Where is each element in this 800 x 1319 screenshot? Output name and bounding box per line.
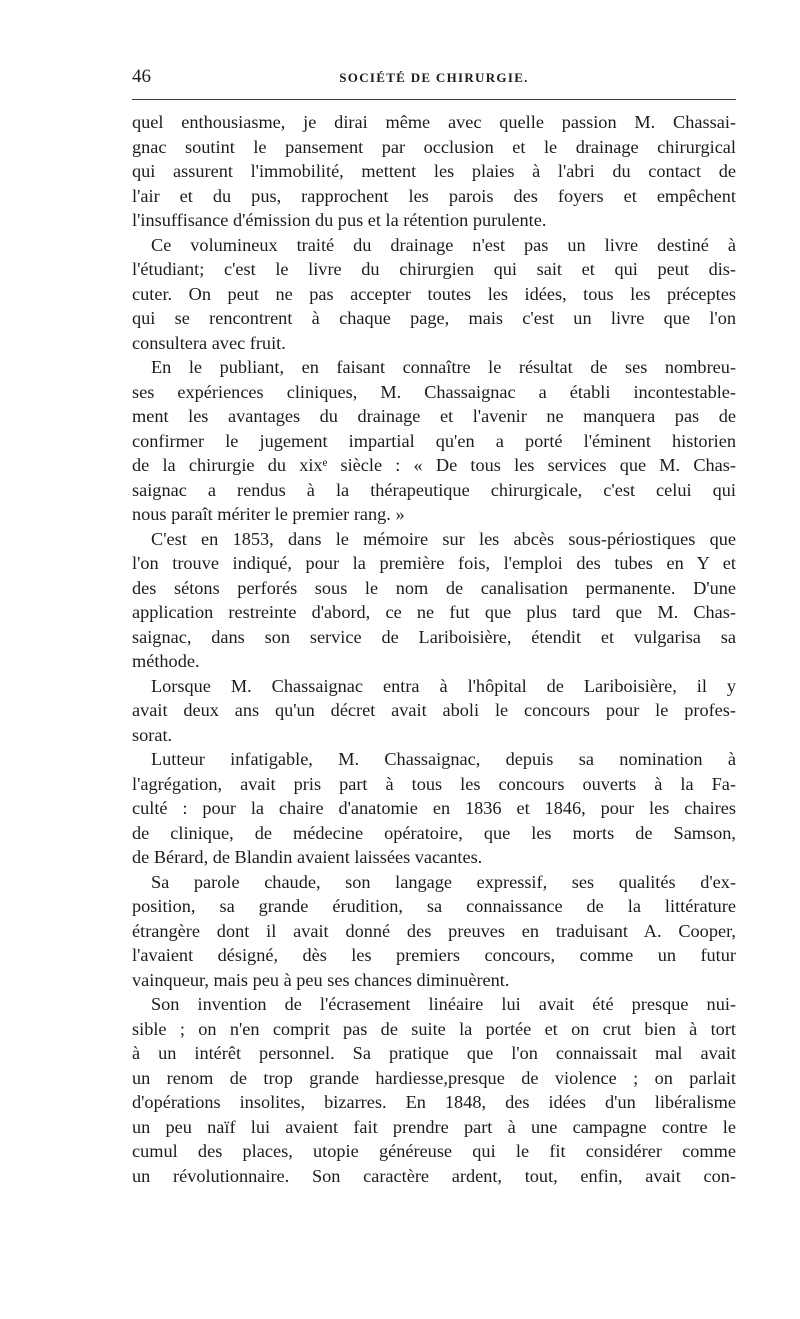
text-line: l'insuffisance d'émission du pus et la rétention purulente.	[132, 210, 547, 230]
paragraph	[132, 870, 736, 993]
text-line: cumul des places, utopie généreuse qui le fit considérer comme	[132, 1141, 736, 1161]
text-line: l'avaient désigné, dès les premiers concours, comme un futur	[132, 945, 736, 965]
header-rule	[132, 99, 736, 100]
paragraph	[132, 233, 736, 356]
text-line: saignac, dans son service de Lariboisière, étendit et vulgarisa sa	[132, 626, 736, 647]
text-line: à un intérêt personnel. Sa pratique que l'on connaissait mal avait	[132, 1043, 736, 1063]
text-line: quel enthousiasme, je dirai même avec quelle passion M. Chassai-	[132, 112, 736, 132]
text-line: qui assurent l'immobilité, mettent les plaies à l'abri du contact de	[132, 161, 736, 181]
text-line: Sa parole chaude, son langage expressif, ses qualités d'ex-	[151, 871, 736, 892]
paragraph	[132, 527, 736, 674]
text-line: l'agrégation, avait pris part à tous les concours ouverts à la Fa-	[132, 773, 736, 794]
text-line: confirmer le jugement impartial qu'en a porté l'éminent historien	[132, 430, 736, 451]
text-line: Lutteur infatigable, M. Chassaignac, depuis sa nomination à	[151, 749, 736, 769]
text-line: l'étudiant; c'est le livre du chirurgien qui sait et qui peut dis-	[132, 259, 736, 279]
paragraph	[132, 992, 736, 1188]
text-line: de la chirurgie du xixᵉ siècle : « De tous les services que M. Chas-	[132, 455, 736, 475]
running-head: SOCIÉTÉ DE CHIRURGIE.	[339, 70, 529, 85]
text-line: vainqueur, mais peu à peu ses chances diminuèrent.	[132, 969, 510, 990]
page-header	[132, 64, 736, 90]
text-line: C'est en 1853, dans le mémoire sur les abcès sous-périostiques que	[151, 528, 736, 549]
paragraph	[132, 747, 736, 870]
text-line: l'air et du pus, rapprochent les parois des foyers et empêchent	[132, 185, 736, 206]
page-number: 46	[132, 66, 151, 87]
paragraph	[132, 674, 736, 748]
text-line: saignac a rendus à la thérapeutique chirurgicale, c'est celui qui	[132, 479, 736, 500]
text-line: En le publiant, en faisant connaître le résultat de ses nombreu-	[151, 357, 736, 377]
text-line: application restreinte d'abord, ce ne fut que plus tard que M. Chas-	[132, 602, 736, 622]
text-line: nous paraît mériter le premier rang. »	[132, 504, 405, 524]
text-line: cuter. On peut ne pas accepter toutes les idées, tous les préceptes	[132, 283, 736, 304]
text-line: position, sa grande érudition, sa connaissance de la littérature	[132, 896, 736, 916]
text-line: qui se rencontrent à chaque page, mais c'est un livre que l'on	[132, 308, 736, 328]
text-line: gnac soutint le pansement par occlusion et le drainage chirurgical	[132, 136, 736, 157]
text-line: Son invention de l'écrasement linéaire lui avait été presque nui-	[151, 994, 736, 1014]
text-line: sorat.	[132, 724, 173, 745]
text-line: ment les avantages du drainage et l'avenir ne manquera pas de	[132, 406, 736, 426]
text-line: d'opérations insolites, bizarres. En 1848, des idées d'un libéralisme	[132, 1092, 736, 1112]
text-line: Ce volumineux traité du drainage n'est pas un livre destiné à	[151, 234, 736, 255]
text-line: étrangère dont il avait donné des preuves en traduisant A. Cooper,	[132, 920, 736, 941]
text-line: l'on trouve indiqué, pour la première fois, l'emploi des tubes en Y et	[132, 553, 736, 573]
text-line: avait deux ans qu'un décret avait aboli le concours pour le profes-	[132, 700, 736, 720]
text-line: sible ; on n'en comprit pas de suite la portée et on crut bien à tort	[132, 1018, 736, 1039]
text-line: de Bérard, de Blandin avaient laissées vacantes.	[132, 847, 483, 867]
text-line: des sétons perforés sous le nom de canalisation permanente. D'une	[132, 577, 736, 598]
paragraph	[132, 110, 736, 233]
text-line: un révolutionnaire. Son caractère ardent, tout, enfin, avait con-	[132, 1165, 736, 1186]
text-line: méthode.	[132, 651, 200, 671]
book-page	[132, 0, 736, 1319]
text-line: Lorsque M. Chassaignac entra à l'hôpital de Lariboisière, il y	[151, 675, 736, 696]
text-line: ses expériences cliniques, M. Chassaignac a établi incontestable-	[132, 381, 736, 402]
text-line: culté : pour la chaire d'anatomie en 1836 et 1846, pour les chaires	[132, 798, 736, 818]
text-line: de clinique, de médecine opératoire, que les morts de Samson,	[132, 822, 736, 843]
text-line: un peu naïf lui avaient fait prendre part à une campagne contre le	[132, 1116, 736, 1137]
text-line: un renom de trop grande hardiesse,presque de violence ; on parlait	[132, 1067, 736, 1088]
body-text	[132, 110, 736, 1188]
paragraph	[132, 355, 736, 527]
text-line: consultera avec fruit.	[132, 332, 286, 353]
